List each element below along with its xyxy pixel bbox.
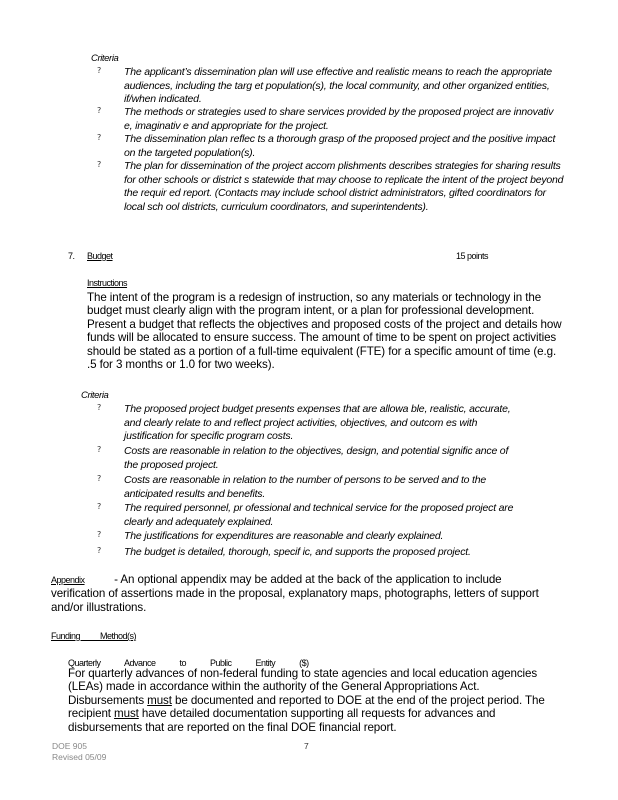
budget-points: 15 points bbox=[456, 251, 489, 261]
must-emphasis: must bbox=[147, 693, 172, 707]
revised-date: Revised 05/09 bbox=[52, 752, 107, 762]
dissemination-criteria-heading: Criteria bbox=[91, 53, 119, 64]
list-item: ? The justifications for expenditures are reasonable and clearly explained. bbox=[97, 530, 444, 542]
form-id: DOE 905 bbox=[52, 741, 87, 751]
list-item: ? The methods or strategies used to share services provided by the proposed project are innovativ e, imaginativ e and appropriate for the project. bbox=[97, 106, 554, 132]
list-item: ? The required personnel, pr ofessional and technical service for the proposed project are clearly and adequately explained. bbox=[97, 502, 514, 528]
list-item: ? The budget is detailed, thorough, specif ic, and supports the proposed project. bbox=[97, 546, 471, 558]
must-emphasis: must bbox=[114, 707, 139, 721]
list-item: ? The plan for dissemination of the project accom plishments describes strategies for sharing results for other schools or district s statewide that may choose to replicate the intent of the project beyond the requir ed report. (Contacts may include school district administrators, gifted coordinators for local sch ool districts, curriculum coordinators, and superintendents). bbox=[97, 160, 564, 213]
list-item: ? The applicant’s dissemination plan will use effective and realistic means to reach the appropriate audiences, including the targ et population(s), the local community, and other organized entities, if/when indicated. bbox=[97, 66, 552, 106]
bullet-icon: ? bbox=[97, 160, 102, 169]
bullet-icon: ? bbox=[97, 502, 102, 511]
bullet-icon: ? bbox=[97, 106, 102, 115]
bullet-icon: ? bbox=[97, 66, 102, 75]
list-item: ? Costs are reasonable in relation to the number of persons to be served and to the anticipated results and benefits. bbox=[97, 474, 487, 500]
funding-sub-heading: Quarterly Advance to Public Entity ($) bbox=[68, 658, 309, 668]
budget-criteria-list bbox=[97, 403, 524, 562]
budget-section-title: Budget bbox=[87, 251, 113, 261]
list-item: ? Costs are reasonable in relation to the objectives, design, and potential signific ance of the proposed project. bbox=[97, 445, 509, 471]
bullet-icon: ? bbox=[97, 474, 102, 483]
bullet-icon: ? bbox=[97, 546, 102, 555]
page-number: 7 bbox=[304, 741, 309, 751]
bullet-icon: ? bbox=[97, 133, 102, 142]
appendix-label: Appendix bbox=[51, 575, 85, 585]
budget-instructions-text: The intent of the program is a redesign of instruction, so any materials or technology in the budget must clearly align with the program intent, or a plan for professional development. Present a budget that reflects the objectives and proposed costs of the project and details how funds will be allocated to ensure success. The amount of time to be spent on project activities should be stated as a portion of a full-time equivalent (FTE) for a specific amount of time (e.g. .5 for 3 months or 1.0 for two weeks). bbox=[87, 291, 562, 372]
budget-instructions-heading: Instructions bbox=[87, 278, 128, 288]
bullet-icon: ? bbox=[97, 530, 102, 539]
budget-section-number: 7. bbox=[68, 251, 75, 261]
appendix-paragraph bbox=[51, 573, 551, 614]
funding-paragraph: For quarterly advances of non-federal funding to state agencies and local education agencies (LEAs) made in accordance within the authority of the General Appropriations Act. Disbursements must be documented and reported to DOE at the end of the project period. The recipient must have detailed documentation supporting all requests for advances and disbursements that are reported on the final DOE financial report. bbox=[68, 667, 545, 734]
bullet-icon: ? bbox=[97, 445, 102, 454]
list-item: ? The proposed project budget presents expenses that are allowa ble, realistic, accurate, and clearly relate to and reflect project activities, objectives, and outcom es with justification for specific program costs. bbox=[97, 403, 511, 443]
bullet-icon: ? bbox=[97, 403, 102, 412]
appendix-text: - An optional appendix may be added at the back of the application to include verification of assertions made in the proposal, explanatory maps, photographs, letters of support and/or illustrations. bbox=[51, 573, 539, 614]
list-item: ? The dissemination plan reflec ts a thorough grasp of the proposed project and the positive impact on the targeted population(s). bbox=[97, 133, 556, 159]
dissemination-criteria-list bbox=[97, 66, 564, 228]
budget-criteria-heading: Criteria bbox=[81, 390, 109, 401]
funding-method-heading: Funding Method(s) bbox=[51, 631, 137, 641]
